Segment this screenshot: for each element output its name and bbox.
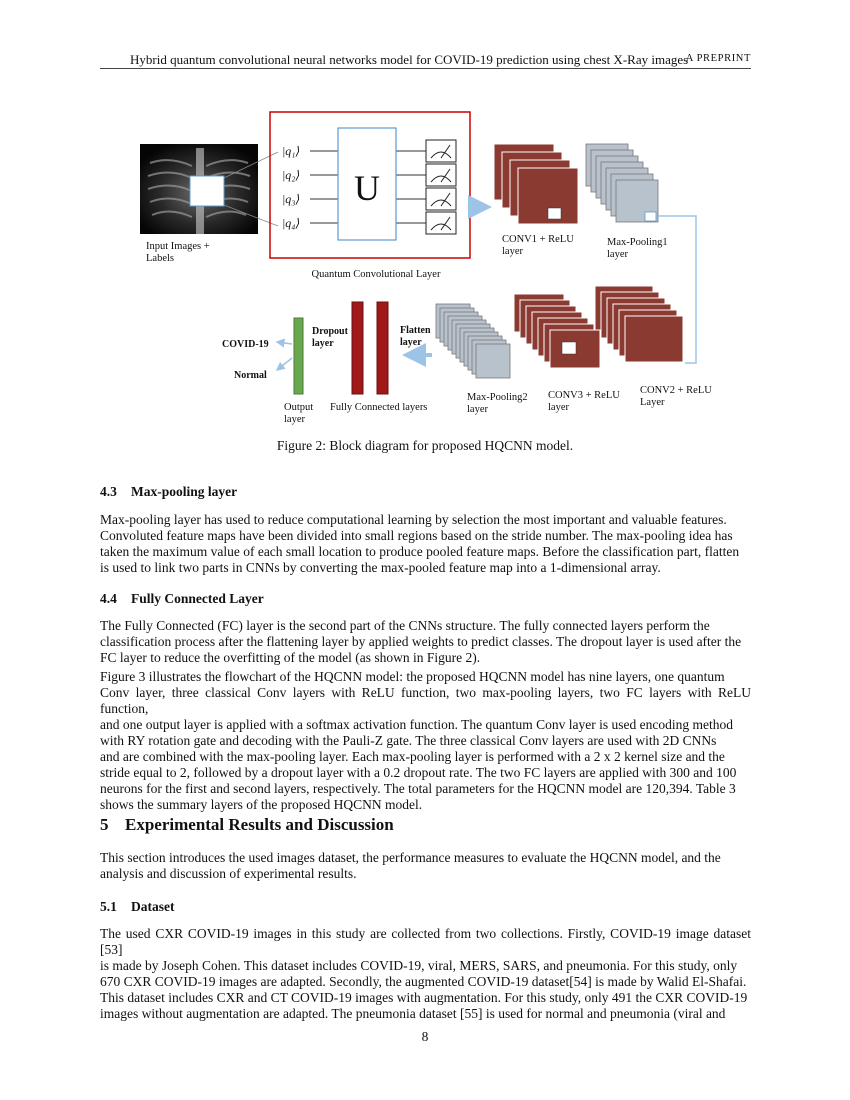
qubit-q2-label: |q₂⟩: [282, 168, 301, 182]
flatten-label-line1: Flatten: [400, 325, 431, 336]
maxpool1-feature-maps: [586, 144, 658, 222]
conv3-label-line2: layer: [548, 402, 569, 413]
conv2-feature-maps: [595, 286, 683, 362]
text-line: The used CXR COVID-19 images in this study are collected from two collections. Firstly, COVID-19 image dataset [53]: [100, 926, 751, 957]
text-line: with RY rotation gate and decoding with the Pauli-Z gate. The three classical Conv layers are used with 2D CNNs: [100, 733, 717, 748]
text-line: and one output layer is applied with a softmax activation function. The quantum Conv layer is used encoding method: [100, 717, 733, 732]
text-line: This dataset includes CXR and CT COVID-19 images with augmentation. For this study, only 491 the CXR COVID-19: [100, 990, 748, 1005]
conv2-label-line1: CONV2 + ReLU: [640, 385, 712, 396]
arrow-normal: [277, 358, 292, 370]
text-line: Convoluted feature maps have been divided into small regions based on the stride number. The max-pooling idea has: [100, 528, 733, 543]
maxpool1-label-line1: Max-Pooling1: [607, 237, 668, 248]
text-line: The Fully Connected (FC) layer is the second part of the CNNs structure. The fully connected layers perform the: [100, 618, 710, 633]
page-number: 8: [421, 1029, 429, 1044]
text-line: taken the maximum value of each small location to produce pooled feature maps. Before the classification part, flatten: [100, 544, 740, 559]
input-label-line2: Labels: [146, 253, 174, 264]
text-line: is used to link two parts in CNNs by converting the max-pooled feature map into a 1-dimensional array.: [100, 560, 661, 575]
quantum-layer-label: Quantum Convolutional Layer: [311, 269, 441, 280]
text-line: images without augmentation are adapted. The pneumonia dataset [55] is used for normal and pneumonia (viral and: [100, 1006, 726, 1021]
conv1-feature-maps: [494, 144, 578, 224]
fc-label: Fully Connected layers: [330, 402, 428, 413]
maxpool2-label-line1: Max-Pooling2: [467, 392, 528, 403]
maxpool1-label-line2: layer: [607, 249, 628, 260]
qubit-q4-label: |q₄⟩: [282, 216, 301, 230]
section-title: Experimental Results and Discussion: [125, 815, 394, 834]
section-heading-4-4: [100, 591, 264, 607]
class-covid-label: COVID-19: [222, 339, 269, 350]
figure-caption: Figure 2: Block diagram for proposed HQCNN model.: [276, 438, 574, 453]
text-line: analysis and discussion of experimental results.: [100, 866, 357, 881]
class-normal-label: Normal: [234, 370, 267, 381]
qubit-q3-label: |q₃⟩: [282, 192, 301, 206]
running-header-title: Hybrid quantum convolutional neural networks model for COVID-19 prediction using chest X-Ray images: [130, 52, 689, 67]
paragraph-fc-layer: [100, 618, 751, 666]
conv3-label-line1: CONV3 + ReLU: [548, 390, 620, 401]
text-line: Figure 3 illustrates the flowchart of the HQCNN model: the proposed HQCNN model has nine layers, one quantum: [100, 669, 725, 684]
text-line: shows the summary layers of the proposed HQCNN model.: [100, 797, 423, 812]
section-number: 4.3: [100, 484, 117, 499]
section-title: Max-pooling layer: [131, 484, 238, 499]
section-title: Fully Connected Layer: [131, 591, 264, 606]
section-heading-5-1: [100, 899, 175, 915]
section-heading-5: [100, 815, 394, 835]
paragraph-dataset: [100, 926, 751, 1022]
paragraph-max-pooling: [100, 512, 751, 576]
unitary-gate-label: U: [354, 168, 380, 208]
text-line: 670 CXR COVID-19 images are adapted. Secondly, the augmented COVID-19 dataset[54] is made by Walid El-Shafai.: [100, 974, 747, 989]
text-line: classification process after the flattening layer by applied weights to predict classes. The dropout layer is used after the: [100, 634, 742, 649]
preprint-tag: A PREPRINT: [685, 53, 751, 64]
paragraph-flowchart: [100, 669, 751, 813]
dropout-label-line1: Dropout: [312, 326, 348, 337]
text-line: Max-pooling layer has used to reduce computational learning by selection the most important and valuable features.: [100, 512, 727, 527]
measurement-gates: [426, 140, 456, 234]
section-number: 4.4: [100, 591, 117, 606]
output-label-line1: Output: [284, 402, 314, 413]
section-heading-4-3: [100, 484, 237, 500]
text-line: neurons for the first and second layers, respectively. The total parameters for the HQCNN model are 120,394. Table 3: [100, 781, 736, 796]
text-line: is made by Joseph Cohen. This dataset includes COVID-19, viral, MERS, SARS, and pneumonia. For this study, only: [100, 958, 738, 973]
section-title: Dataset: [131, 899, 175, 914]
conv3-feature-maps: [514, 294, 600, 368]
paragraph-results-intro: [100, 850, 751, 882]
flatten-label-line2: layer: [400, 337, 422, 348]
text-line: FC layer to reduce the overfitting of the model (as shown in Figure 2).: [100, 650, 481, 665]
text-line: stride equal to 2, followed by a dropout layer with a 0.2 dropout rate. The two FC layers are applied with 300 and 100: [100, 765, 737, 780]
section-number: 5.1: [100, 899, 117, 914]
text-line: This section introduces the used images dataset, the performance measures to evaluate the HQCNN model, and the: [100, 850, 721, 865]
text-line: and are combined with the max-pooling layer. Each max-pooling layer is performed with a 2 x 2 kernel size and the: [100, 749, 725, 764]
text-line: Conv layer, three classical Conv layers with ReLU function, two max-pooling layers, two FC layers with ReLU function,: [100, 685, 751, 716]
input-label-line1: Input Images +: [146, 241, 210, 252]
maxpool2-feature-maps: [436, 304, 510, 378]
conv2-label-line2: Layer: [640, 397, 665, 408]
conv1-label-line1: CONV1 + ReLU: [502, 234, 574, 245]
input-label: [146, 241, 210, 264]
fc-layer-1: [352, 302, 363, 394]
conv1-label-line2: layer: [502, 246, 523, 257]
running-header: [100, 52, 751, 69]
output-layer: [294, 318, 303, 394]
output-label-line2: layer: [284, 414, 305, 425]
dropout-label-line2: layer: [312, 338, 334, 349]
qubit-q1-label: |q₁⟩: [282, 144, 301, 158]
arrow-covid: [277, 342, 292, 344]
xray-input-image: [140, 144, 258, 234]
hqcnn-block-diagram: [130, 108, 730, 438]
section-number: 5: [100, 815, 109, 834]
fc-layer-2: [377, 302, 388, 394]
maxpool2-label-line2: layer: [467, 404, 488, 415]
